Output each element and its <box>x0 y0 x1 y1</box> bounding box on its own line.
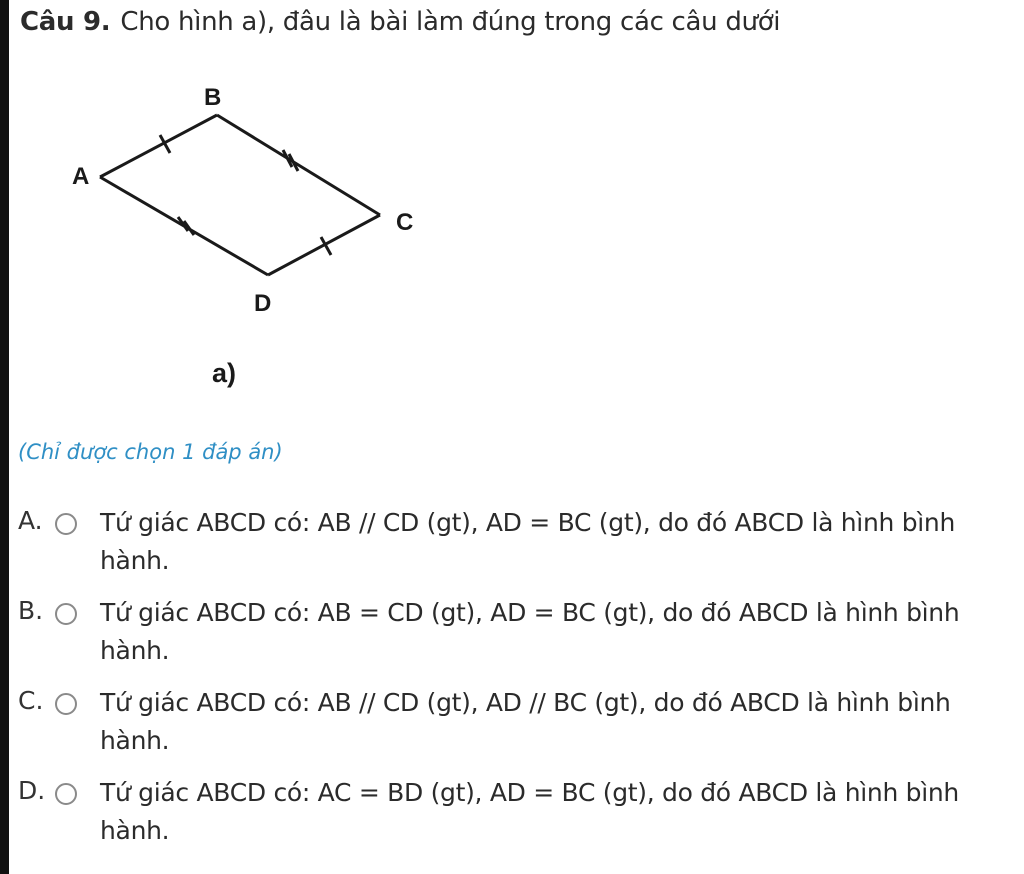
option-a-text: Tứ giác ABCD có: AB // CD (gt), AD = BC (gt), do đó ABCD là hình bình hành. <box>100 508 955 575</box>
option-c-letter: C. <box>18 686 44 715</box>
option-d[interactable] <box>18 770 1018 850</box>
option-b-text: Tứ giác ABCD có: AB = CD (gt), AD = BC (gt), do đó ABCD là hình bình hành. <box>100 598 960 665</box>
option-a-radio[interactable] <box>55 513 77 535</box>
vertex-label-b: B <box>204 84 222 111</box>
side-bc <box>217 115 380 215</box>
figure-caption: a) <box>212 358 237 388</box>
vertex-label-d: D <box>254 290 272 317</box>
option-b-radio[interactable] <box>55 603 77 625</box>
option-c[interactable] <box>18 680 1018 760</box>
option-a-letter: A. <box>18 506 43 535</box>
option-d-letter: D. <box>18 776 46 805</box>
side-ab <box>100 115 217 177</box>
vertex-label-c: C <box>396 209 414 236</box>
option-b-letter: B. <box>18 596 44 625</box>
instruction-text: (Chỉ được chọn 1 đáp án) <box>18 440 283 464</box>
option-c-text: Tứ giác ABCD có: AB // CD (gt), AD // BC (gt), do đó ABCD là hình bình hành. <box>100 688 951 755</box>
left-border <box>0 0 9 874</box>
option-c-radio[interactable] <box>55 693 77 715</box>
parallelogram-figure <box>60 70 440 330</box>
question-text: Cho hình a), đâu là bài làm đúng trong các câu dưới <box>120 7 781 37</box>
option-d-radio[interactable] <box>55 783 77 805</box>
vertex-label-a: A <box>72 163 90 190</box>
option-a[interactable] <box>18 500 1018 580</box>
question-header <box>20 4 780 40</box>
option-b[interactable] <box>18 590 1018 670</box>
option-d-text: Tứ giác ABCD có: AC = BD (gt), AD = BC (gt), do đó ABCD là hình bình hành. <box>100 778 959 845</box>
question-number: Câu 9. <box>20 7 111 37</box>
